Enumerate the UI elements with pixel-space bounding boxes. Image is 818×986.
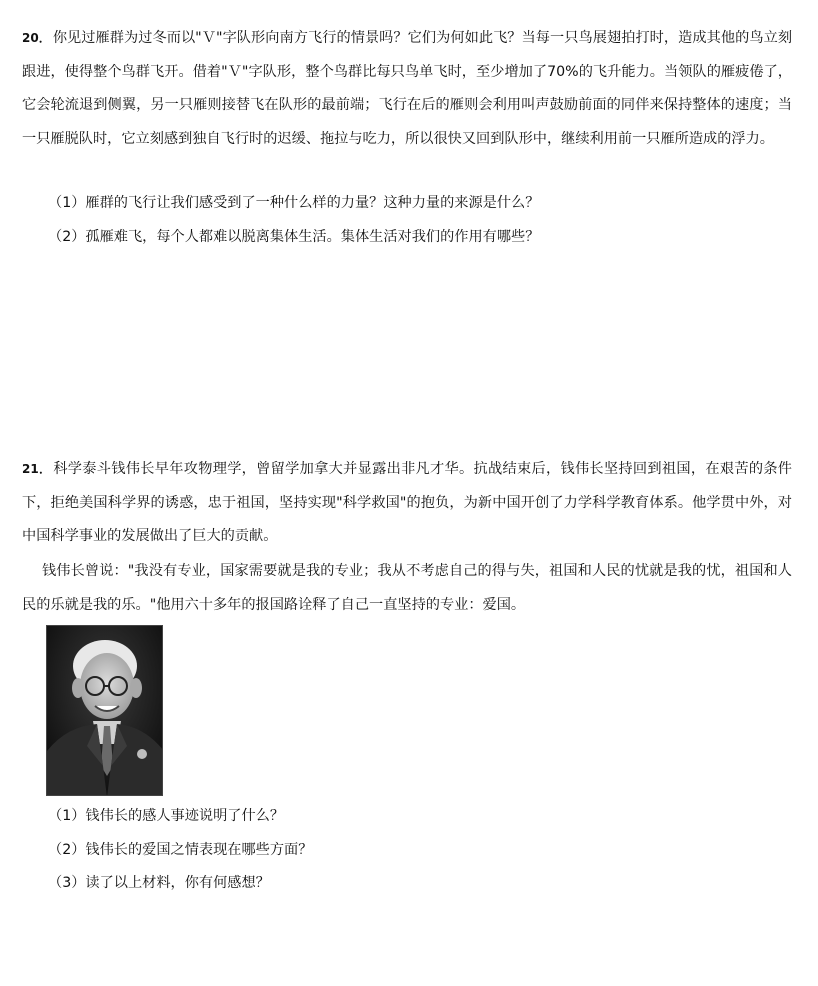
question-20-sub-1: （1）雁群的飞行让我们感受到了一种什么样的力量？这种力量的来源是什么？ xyxy=(48,195,540,211)
question-21-sub-1: （1）钱伟长的感人事迹说明了什么？ xyxy=(48,808,285,824)
question-20-passage xyxy=(22,22,792,156)
question-21-passage-1 xyxy=(22,453,792,554)
question-21-text-1: 科学泰斗钱伟长早年攻物理学，曾留学加拿大并显露出非凡才华。抗战结束后，钱伟长坚持回到祖国，在艰苦的条件下，拒绝美国科学界的诱惑，忠于祖国，坚持实现"科学救国"的抱负，为新中国开创了力学科学教育体系。他学贯中外，对中国科学事业的发展做出了巨大的贡献。 xyxy=(22,461,792,544)
question-21-passage-2: 钱伟长曾说："我没有专业，国家需要就是我的专业；我从不考虑自己的得与失，祖国和人民的忧就是我的忧，祖国和人民的乐就是我的乐。"他用六十多年的报国路诠释了自己一直坚持的专业：爱国。 xyxy=(22,563,792,613)
question-21-sub-3: （3）读了以上材料，你有何感想？ xyxy=(48,875,270,891)
question-20-text: 你见过雁群为过冬而以"Ｖ"字队形向南方飞行的情景吗？它们为何如此飞？当每一只鸟展翅拍打时，造成其他的鸟立刻跟进，使得整个鸟群飞开。借着"Ｖ"字队形，整个鸟群比每只鸟单飞时，至少增加了70%的飞升能力。当领队的雁疲倦了，它会轮流退到侧翼，另一只雁则接替飞在队形的最前端；飞行在后的雁则会利用叫声鼓励前面的同伴来保持整体的速度；当一只雁脱队时，它立刻感到独自飞行时的迟缓、拖拉与吃力，所以很快又回到队形中，继续利用前一只雁所造成的浮力。 xyxy=(22,30,793,147)
question-20-sub-2: （2）孤雁难飞，每个人都难以脱离集体生活。集体生活对我们的作用有哪些？ xyxy=(48,229,540,245)
question-20-number: 20． xyxy=(22,31,51,45)
question-21-sub-2: （2）钱伟长的爱国之情表现在哪些方面？ xyxy=(48,842,313,858)
portrait-photo xyxy=(46,625,163,796)
question-21-number: 21． xyxy=(22,462,52,476)
